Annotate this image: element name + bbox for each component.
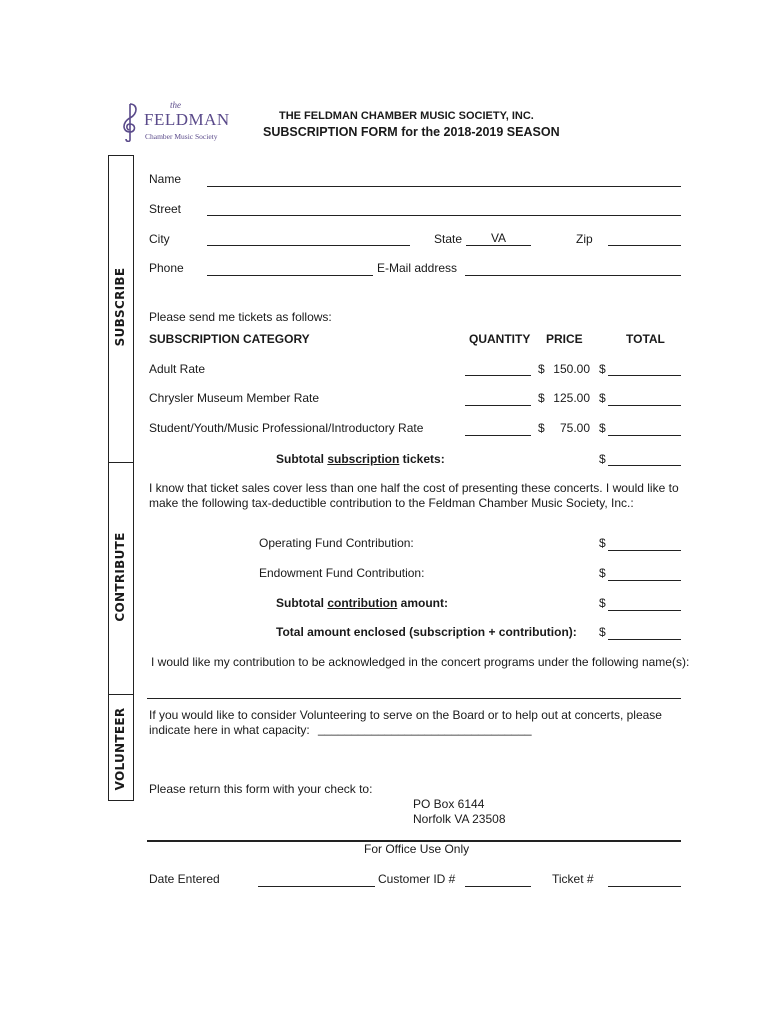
currency-sign: $ [599,452,606,466]
operating-field[interactable] [608,550,681,551]
return-address-1: PO Box 6144 [413,797,485,811]
section-label-subscribe: SUBSCRIBE [113,267,127,347]
phone-field[interactable] [207,275,373,276]
contribute-intro-1: I know that ticket sales cover less than one half the cost of presenting these concerts. I would like to [149,481,679,495]
subtotal-contribution-label: Subtotal contribution amount: [276,596,448,610]
total-enclosed-field[interactable] [608,639,681,640]
acknowledge-text: I would like my contribution to be acknowledged in the concert programs under the following name(s): [151,655,690,669]
total-field-student[interactable] [608,435,681,436]
row-label-member: Chrysler Museum Member Rate [149,391,320,405]
office-heading: For Office Use Only [364,842,470,856]
currency-sign: $ [538,421,545,435]
col-category: SUBSCRIPTION CATEGORY [149,332,310,346]
row-label-adult: Adult Rate [149,362,206,376]
city-label: City [149,232,170,246]
street-field[interactable] [207,215,681,216]
zip-label: Zip [576,232,593,246]
logo-name: FELDMAN [144,110,230,129]
email-label: E-Mail address [377,261,458,275]
price-student: 75.00 [559,421,590,435]
currency-sign: $ [599,625,606,639]
currency-sign: $ [599,362,606,376]
section-label-contribute: CONTRIBUTE [113,532,127,622]
currency-sign: $ [599,421,606,435]
org-name: THE FELDMAN CHAMBER MUSIC SOCIETY, INC. [279,110,534,122]
logo [118,100,233,146]
customer-id-label: Customer ID # [378,872,456,886]
quantity-field-student[interactable] [465,435,531,436]
currency-sign: $ [599,391,606,405]
subtotal-tickets-label: Subtotal subscription tickets: [276,452,445,466]
subtotal-contribution-field[interactable] [608,610,681,611]
quantity-field-adult[interactable] [465,375,531,376]
endowment-field[interactable] [608,580,681,581]
subtotal-tickets-field[interactable] [608,465,681,466]
state-value[interactable]: VA [466,231,531,246]
contribute-intro-2: make the following tax-deductible contribution to the Feldman Chamber Music Society, Inc.: [149,496,634,510]
endowment-label: Endowment Fund Contribution: [259,566,425,580]
date-entered-field[interactable] [258,886,375,887]
date-entered-label: Date Entered [149,872,220,886]
total-field-member[interactable] [608,405,681,406]
acknowledge-name-field[interactable] [147,698,681,699]
currency-sign: $ [599,566,606,580]
volunteer-text-2: indicate here in what capacity: [149,723,310,737]
logo-the: the [170,100,181,110]
section-label-volunteer: VOLUNTEER [113,707,127,791]
price-member: 125.00 [553,391,590,405]
volunteer-text-1: If you would like to consider Volunteering to serve on the Board or to help out at concerts, please [149,708,662,722]
col-total: TOTAL [626,332,665,346]
price-adult: 150.00 [553,362,590,376]
row-label-student: Student/Youth/Music Professional/Introductory Rate [149,421,424,435]
tickets-intro: Please send me tickets as follows: [149,310,332,324]
col-price: PRICE [546,332,583,346]
currency-sign: $ [538,362,545,376]
quantity-field-member[interactable] [465,405,531,406]
volunteer-capacity-field[interactable]: ________________________________ [318,722,532,736]
ticket-number-label: Ticket # [552,872,594,886]
page-title: SUBSCRIPTION FORM for the 2018-2019 SEASON [263,125,560,139]
total-field-adult[interactable] [608,375,681,376]
currency-sign: $ [599,536,606,550]
name-field[interactable] [207,186,681,187]
name-label: Name [149,172,182,186]
zip-field[interactable] [608,245,681,246]
city-field[interactable] [207,245,410,246]
operating-label: Operating Fund Contribution: [259,536,414,550]
currency-sign: $ [599,596,606,610]
street-label: Street [149,202,182,216]
logo-sub: Chamber Music Society [145,132,218,141]
return-address-2: Norfolk VA 23508 [413,812,506,826]
treble-clef-icon [118,102,142,142]
col-quantity: QUANTITY [469,332,531,346]
phone-label: Phone [149,261,184,275]
customer-id-field[interactable] [465,886,531,887]
currency-sign: $ [538,391,545,405]
total-enclosed-label: Total amount enclosed (subscription + contribution): [276,625,577,639]
return-label: Please return this form with your check to: [149,782,373,796]
state-label: State [434,232,463,246]
ticket-number-field[interactable] [608,886,681,887]
email-field[interactable] [465,275,681,276]
